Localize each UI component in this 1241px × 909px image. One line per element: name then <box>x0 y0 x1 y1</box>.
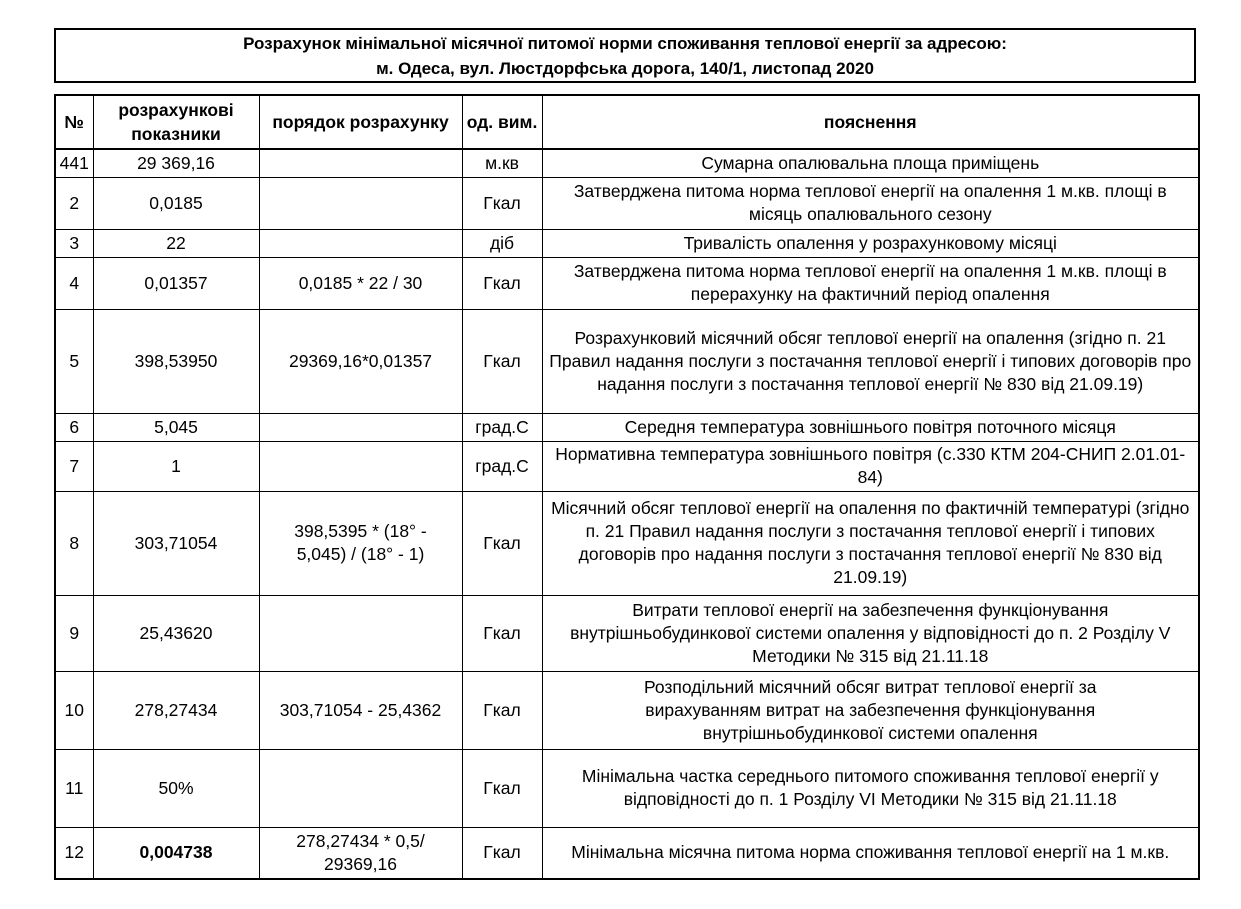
row-value: 278,27434 <box>93 671 259 749</box>
table-row <box>55 595 1199 671</box>
table-row <box>55 671 1199 749</box>
table-row <box>55 827 1199 879</box>
row-formula: 303,71054 - 25,4362 <box>259 671 462 749</box>
row-value: 50% <box>93 749 259 827</box>
row-note: Мінімальна місячна питома норма споживання теплової енергії на 1 м.кв. <box>542 827 1199 879</box>
row-number: 6 <box>55 413 93 441</box>
calculation-table <box>54 94 1200 880</box>
table-header-row <box>55 95 1199 149</box>
header-indicators: розрахункові показники <box>93 95 259 149</box>
row-number: 7 <box>55 441 93 491</box>
header-unit: од. вим. <box>462 95 542 149</box>
row-number: 4 <box>55 257 93 309</box>
row-unit: Гкал <box>462 257 542 309</box>
row-note: Сумарна опалювальна площа приміщень <box>542 149 1199 177</box>
row-value: 0,01357 <box>93 257 259 309</box>
document-title <box>54 28 1196 83</box>
row-note: Затверджена питома норма теплової енергії на опалення 1 м.кв. площі в перерахунку на фактичний період опалення <box>542 257 1199 309</box>
row-value: 0,004738 <box>93 827 259 879</box>
table-row <box>55 309 1199 413</box>
row-formula <box>259 177 462 229</box>
row-formula <box>259 595 462 671</box>
row-formula <box>259 229 462 257</box>
row-note: Мінімальна частка середнього питомого споживання теплової енергії у відповідності до п. 1 Розділу VI Методики № 315 від 21.11.18 <box>542 749 1199 827</box>
row-note: Витрати теплової енергії на забезпечення функціонування внутрішньобудинкової системи опалення у відповідності до п. 2 Розділу V Методики № 315 від 21.11.18 <box>542 595 1199 671</box>
table-row <box>55 491 1199 595</box>
row-number: 441 <box>55 149 93 177</box>
row-number: 5 <box>55 309 93 413</box>
row-unit: град.С <box>462 413 542 441</box>
row-value: 1 <box>93 441 259 491</box>
title-line-2: м. Одеса, вул. Люстдорфська дорога, 140/1, листопад 2020 <box>376 58 874 78</box>
row-number: 2 <box>55 177 93 229</box>
row-formula <box>259 749 462 827</box>
row-unit: Гкал <box>462 595 542 671</box>
table-row <box>55 257 1199 309</box>
title-line-1: Розрахунок мінімальної місячної питомої норми споживання теплової енергії за адресою: <box>243 33 1007 53</box>
table-row <box>55 229 1199 257</box>
row-value: 29 369,16 <box>93 149 259 177</box>
row-value: 0,0185 <box>93 177 259 229</box>
row-value: 22 <box>93 229 259 257</box>
row-note: Тривалість опалення у розрахунковому місяці <box>542 229 1199 257</box>
table-row <box>55 413 1199 441</box>
row-formula: 278,27434 * 0,5/ 29369,16 <box>259 827 462 879</box>
row-unit: діб <box>462 229 542 257</box>
row-note: Затверджена питома норма теплової енергії на опалення 1 м.кв. площі в місяць опалювального сезону <box>542 177 1199 229</box>
row-formula: 29369,16*0,01357 <box>259 309 462 413</box>
header-explanation: пояснення <box>542 95 1199 149</box>
header-procedure: порядок розрахунку <box>259 95 462 149</box>
row-number: 8 <box>55 491 93 595</box>
row-value: 5,045 <box>93 413 259 441</box>
row-number: 3 <box>55 229 93 257</box>
table-row <box>55 149 1199 177</box>
row-formula: 0,0185 * 22 / 30 <box>259 257 462 309</box>
row-number: 12 <box>55 827 93 879</box>
row-formula <box>259 149 462 177</box>
row-note: Нормативна температура зовнішнього повітря (с.330 КТМ 204-СНИП 2.01.01-84) <box>542 441 1199 491</box>
row-note: Середня температура зовнішнього повітря поточного місяця <box>542 413 1199 441</box>
row-unit: Гкал <box>462 177 542 229</box>
table-row <box>55 441 1199 491</box>
row-note: Місячний обсяг теплової енергії на опалення по фактичній температурі (згідно п. 21 Правил надання послуги з постачання теплової енергії і типових договорів про надання послуги з постачання теплової енергії № 830 від 21.09.19) <box>542 491 1199 595</box>
row-formula <box>259 441 462 491</box>
row-formula <box>259 413 462 441</box>
row-number: 10 <box>55 671 93 749</box>
row-number: 9 <box>55 595 93 671</box>
row-unit: Гкал <box>462 827 542 879</box>
row-unit: Гкал <box>462 749 542 827</box>
row-unit: Гкал <box>462 491 542 595</box>
row-unit: Гкал <box>462 309 542 413</box>
row-unit: м.кв <box>462 149 542 177</box>
row-value: 398,53950 <box>93 309 259 413</box>
row-value: 303,71054 <box>93 491 259 595</box>
table-row <box>55 177 1199 229</box>
row-formula: 398,5395 * (18° - 5,045) / (18° - 1) <box>259 491 462 595</box>
row-unit: град.С <box>462 441 542 491</box>
row-unit: Гкал <box>462 671 542 749</box>
row-value: 25,43620 <box>93 595 259 671</box>
row-note: Розподільний місячний обсяг витрат теплової енергії за вирахуванням витрат на забезпечення функціонування внутрішньобудинкової системи опалення <box>542 671 1199 749</box>
header-number: № <box>55 95 93 149</box>
table-row <box>55 749 1199 827</box>
row-number: 11 <box>55 749 93 827</box>
row-note: Розрахунковий місячний обсяг теплової енергії на опалення (згідно п. 21 Правил надання послуги з постачання теплової енергії і типових договорів про надання послуги з постачання теплової енергії № 830 від 21.09.19) <box>542 309 1199 413</box>
